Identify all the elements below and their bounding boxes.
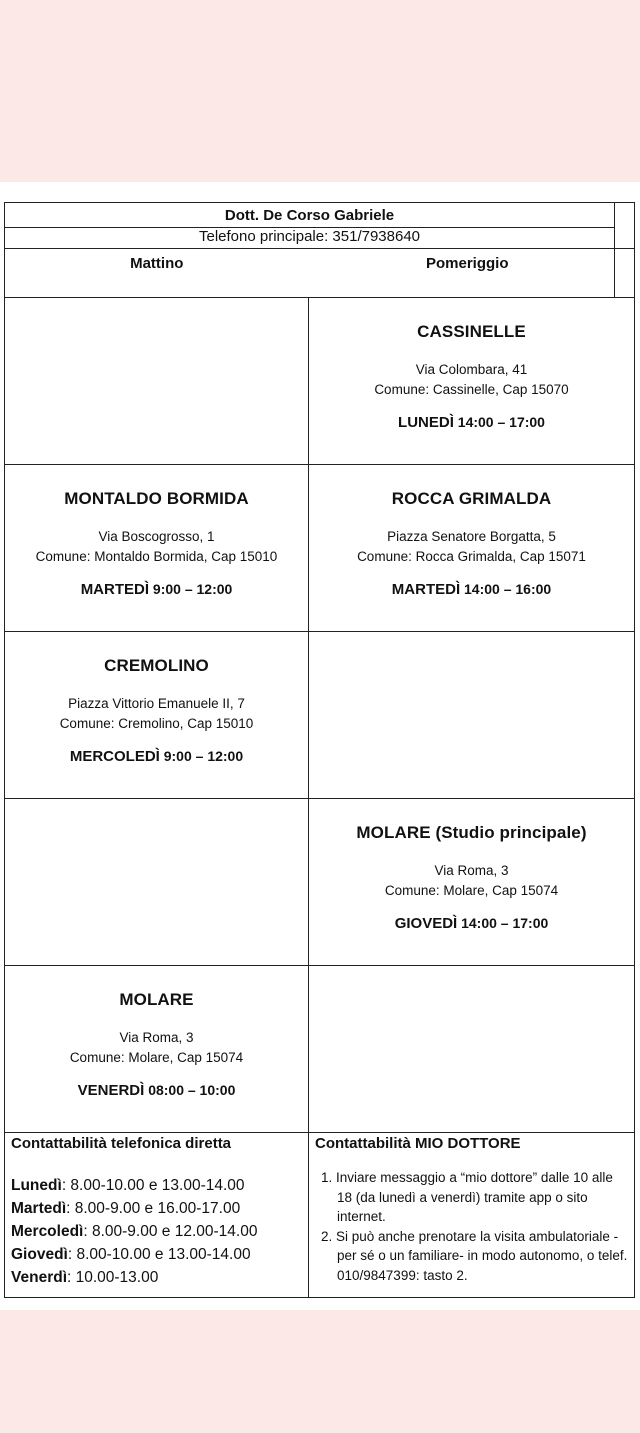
step-item: 2. Si può anche prenotare la visita ambulatoriale -per sé o un familiare- in modo autonomo, o telef. 010/9847399: tasto 2. xyxy=(321,1228,628,1283)
phone-contact-box xyxy=(5,1133,309,1298)
slot-empty xyxy=(5,799,309,966)
comune: Comune: Molare, Cap 15074 xyxy=(69,1050,244,1065)
weekday: LUNEDÌ xyxy=(398,414,454,431)
place-name: MOLARE (Studio principale) xyxy=(356,823,587,842)
mio-dottore-title: Contattabilità MIO DOTTORE xyxy=(315,1135,521,1152)
place-name: MONTALDO BORMIDA xyxy=(64,489,249,508)
step-item: 1. Inviare messaggio a “mio dottore” dalle 10 alle 18 (da lunedì a venerdì) tramite app o sito internet. xyxy=(321,1170,613,1224)
slot-cremolino xyxy=(5,632,309,799)
slot-rocca-grimalda xyxy=(309,465,635,632)
column-header-afternoon: Pomeriggio xyxy=(309,249,615,298)
address: Via Roma, 3 xyxy=(434,863,509,878)
address: Piazza Vittorio Emanuele II, 7 xyxy=(68,696,245,711)
slot-empty xyxy=(309,966,635,1133)
column-header-morning: Mattino xyxy=(5,249,309,298)
weekday: MERCOLEDÌ xyxy=(69,748,160,765)
phone-hours-line: Mercoledì: 8.00-9.00 e 12.00-14.00 xyxy=(11,1223,258,1240)
address: Via Boscogrosso, 1 xyxy=(98,529,215,544)
main-phone: Telefono principale: 351/7938640 xyxy=(5,228,615,249)
place-name: ROCCA GRIMALDA xyxy=(391,489,552,508)
time-range: 9:00 – 12:00 xyxy=(152,581,233,597)
comune: Comune: Cassinelle, Cap 15070 xyxy=(374,382,569,397)
doctor-name: Dott. De Corso Gabriele xyxy=(5,203,615,228)
time-range: 14:00 – 17:00 xyxy=(461,915,549,931)
slot-empty xyxy=(309,632,635,799)
phone-contact-title: Contattabilità telefonica diretta xyxy=(11,1135,232,1152)
header-spacer-2 xyxy=(615,249,635,298)
mio-dottore-box xyxy=(309,1133,635,1298)
schedule-table xyxy=(4,202,635,1298)
slot-cassinelle xyxy=(309,298,635,465)
comune: Comune: Cremolino, Cap 15010 xyxy=(59,716,254,731)
address: Via Roma, 3 xyxy=(119,1030,194,1045)
comune: Comune: Rocca Grimalda, Cap 15071 xyxy=(357,549,586,564)
time-range: 14:00 – 16:00 xyxy=(464,581,552,597)
header-spacer xyxy=(615,203,635,249)
phone-hours-line: Lunedì: 8.00-10.00 e 13.00-14.00 xyxy=(11,1177,245,1194)
address: Piazza Senatore Borgatta, 5 xyxy=(387,529,556,544)
slot-molare-main xyxy=(309,799,635,966)
phone-hours-line: Giovedì: 8.00-10.00 e 13.00-14.00 xyxy=(11,1246,251,1263)
weekday: VENERDÌ xyxy=(77,1082,145,1099)
place-name: MOLARE xyxy=(119,990,194,1009)
weekday: GIOVEDÌ xyxy=(394,915,458,932)
phone-hours-line: Venerdì: 10.00-13.00 xyxy=(11,1269,159,1286)
time-range: 08:00 – 10:00 xyxy=(148,1082,236,1098)
place-name: CASSINELLE xyxy=(417,322,526,341)
mio-dottore-steps xyxy=(315,1168,628,1285)
phone-hours-line: Martedì: 8.00-9.00 e 16.00-17.00 xyxy=(11,1200,241,1217)
place-name: CREMOLINO xyxy=(104,656,209,675)
address: Via Colombara, 41 xyxy=(415,362,528,377)
slot-molare xyxy=(5,966,309,1133)
comune: Comune: Montaldo Bormida, Cap 15010 xyxy=(35,549,278,564)
slot-empty xyxy=(5,298,309,465)
time-range: 14:00 – 17:00 xyxy=(457,414,545,430)
schedule-sheet xyxy=(0,182,640,1310)
weekday: MARTEDÌ xyxy=(391,581,461,598)
time-range: 9:00 – 12:00 xyxy=(163,748,244,764)
comune: Comune: Molare, Cap 15074 xyxy=(384,883,559,898)
weekday: MARTEDÌ xyxy=(80,581,150,598)
slot-montaldo-bormida xyxy=(5,465,309,632)
